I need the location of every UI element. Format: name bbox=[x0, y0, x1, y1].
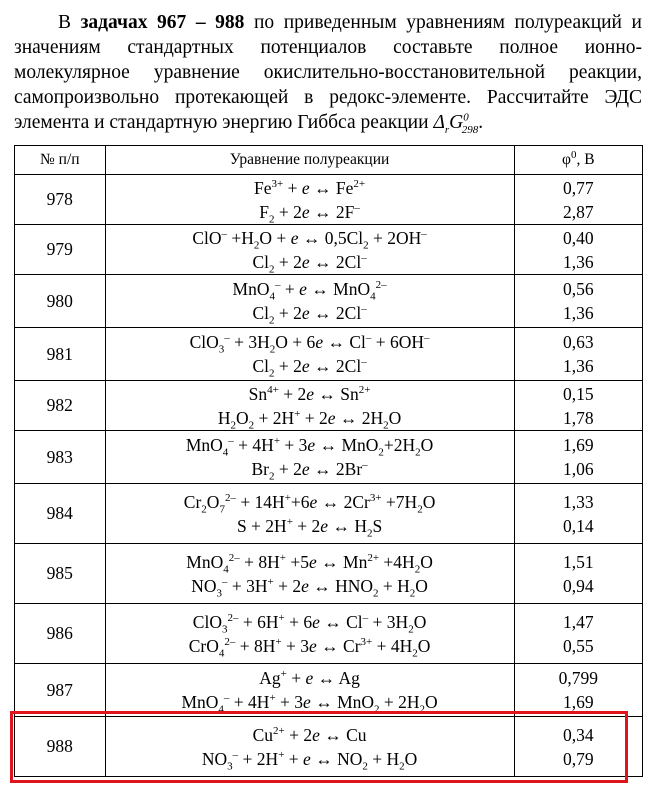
half-reaction-equation: $NO_3^- + 2H^+ + e$ ↔ $NO_2 + H_2O$ bbox=[201, 748, 418, 772]
half-reaction-equation: $ClO_3^- + 3H_2O + 6e$ ↔ Cl– + 6OH– bbox=[189, 332, 430, 356]
row-number: 982 bbox=[15, 381, 106, 431]
potential-value: 1,69 bbox=[562, 435, 594, 455]
potential-value: 1,36 bbox=[562, 356, 594, 376]
potential-value: 0,799 bbox=[558, 668, 598, 688]
row-number: 979 bbox=[15, 225, 106, 275]
half-reaction-equation: MnO$_4$– + 4H+ + 3e ↔ $MnO_2 + 2H_2O$ bbox=[181, 692, 438, 716]
standard-potentials bbox=[514, 544, 642, 604]
table-row bbox=[15, 328, 643, 381]
half-reaction-equation: $NO_3^- + 3H^+ + 2e$ ↔ $HNO_2 + H_2O$ bbox=[191, 575, 428, 599]
potential-value: 1,47 bbox=[562, 611, 594, 632]
potential-value: 1,69 bbox=[562, 692, 594, 712]
row-number: 986 bbox=[15, 604, 106, 664]
header-number: № п/п bbox=[15, 146, 106, 175]
half-reaction-equation: MnO$_4$– + 4H+ + 3e ↔ $MnO_2+2H_2O$ bbox=[185, 435, 434, 459]
standard-potentials bbox=[514, 664, 642, 717]
row-number: 984 bbox=[15, 484, 106, 544]
table-row bbox=[15, 225, 643, 275]
problem-statement bbox=[14, 10, 642, 135]
row-number: 978 bbox=[15, 175, 106, 225]
table-row bbox=[15, 484, 643, 544]
table-row bbox=[15, 544, 643, 604]
half-reaction-equation: $Cl_2 + 2e$ ↔ 2Cl– bbox=[252, 251, 367, 275]
potential-value: 0,94 bbox=[562, 575, 594, 596]
half-reactions-table bbox=[14, 145, 643, 777]
half-reaction-equation: $Sn^{4+} + 2e$ ↔ $Sn^{2+}$ bbox=[248, 383, 371, 404]
table-row bbox=[15, 175, 643, 225]
half-reaction-equation: $Cl_2 + 2e$ ↔ 2Cl– bbox=[252, 303, 367, 327]
potential-value: 1,36 bbox=[562, 251, 594, 272]
half-reaction-equation: $F_2 + 2e$ ↔ 2F– bbox=[259, 201, 360, 225]
half-reaction-equations bbox=[105, 381, 514, 431]
half-reaction-equation: CrO$_4^{2-}$ + 8H+ + 3e ↔ $Cr^{3+} + 4H_2O$ bbox=[188, 635, 431, 659]
potential-value: 2,87 bbox=[562, 201, 594, 222]
table-row bbox=[15, 381, 643, 431]
half-reaction-equation: MnO$_4^{2-}$ + 8H+ +5e ↔ $Mn^{2+} +4H_2O$ bbox=[186, 551, 433, 575]
header-potential: $\varphi^0$, В bbox=[514, 146, 642, 175]
half-reaction-equation: $Cu^{2+} + 2e$ ↔ Cu bbox=[252, 724, 367, 745]
half-reaction-equation: $H_2O_2 + 2H^+ + 2e$ ↔ $2H_2O$ bbox=[217, 407, 402, 431]
standard-potentials bbox=[514, 381, 642, 431]
row-number: 983 bbox=[15, 431, 106, 484]
potential-value: 0,14 bbox=[562, 515, 594, 536]
standard-potentials bbox=[514, 484, 642, 544]
potential-value: 1,06 bbox=[562, 459, 594, 479]
half-reaction-equation: $Br_2 + 2e$ ↔ 2Br– bbox=[251, 459, 368, 483]
potential-value: 0,15 bbox=[562, 383, 594, 404]
problem-text: В задачах 967 – 988 по приведенным уравнениям полуреакций и значениям стандартных потенциалов составьте полное ионно-молекулярное уравнение окислительно-восстановительной реакции, самопроизвольно протекающей в редокс-элементе. Рассчитайте ЭДС элемента и стандартную энергию Гиббса реакции $\Delta_rG^0_{298}$. bbox=[14, 12, 642, 136]
potential-value: 0,34 bbox=[562, 724, 594, 745]
standard-potentials bbox=[514, 328, 642, 381]
standard-potentials bbox=[514, 717, 642, 777]
table-row bbox=[15, 604, 643, 664]
half-reaction-equation: $Fe^{3+} + e$ ↔ $Fe^{2+}$ bbox=[254, 177, 366, 198]
half-reaction-equations bbox=[105, 484, 514, 544]
potential-value: 1,51 bbox=[562, 551, 594, 572]
row-number: 987 bbox=[15, 664, 106, 717]
row-number: 985 bbox=[15, 544, 106, 604]
half-reaction-equations bbox=[105, 431, 514, 484]
standard-potentials bbox=[514, 175, 642, 225]
table-header-row bbox=[15, 146, 643, 175]
table-row bbox=[15, 431, 643, 484]
potential-value: 0,63 bbox=[562, 332, 594, 352]
half-reaction-equation: $Cr_2O_7^{2-} + 14H^++6e$ ↔ $2Cr^{3+} +7H_2O$ bbox=[183, 491, 436, 515]
table-row bbox=[15, 664, 643, 717]
potential-value: 0,79 bbox=[562, 748, 594, 769]
potential-value: 1,36 bbox=[562, 303, 594, 323]
half-reaction-equation: Ag+ + e ↔ Ag bbox=[259, 668, 360, 688]
potential-value: 0,77 bbox=[562, 177, 594, 198]
header-equation: Уравнение полуреакции bbox=[105, 146, 514, 175]
potential-value: 0,55 bbox=[562, 635, 594, 656]
half-reaction-equations bbox=[105, 225, 514, 275]
standard-potentials bbox=[514, 431, 642, 484]
potential-value: 1,78 bbox=[562, 407, 594, 428]
table-body bbox=[15, 175, 643, 777]
row-number: 980 bbox=[15, 275, 106, 328]
standard-potentials bbox=[514, 225, 642, 275]
half-reaction-equation: S + 2H+ + 2e ↔ $H_2S$ bbox=[236, 515, 383, 539]
half-reaction-equation: ClO$_3^{2-}$ + 6H+ + 6e ↔ $Cl^- + 3H_2O$ bbox=[192, 611, 427, 635]
row-number: 981 bbox=[15, 328, 106, 381]
half-reaction-equations bbox=[105, 328, 514, 381]
potential-value: 0,56 bbox=[562, 279, 594, 299]
half-reaction-equations bbox=[105, 275, 514, 328]
row-number: 988 bbox=[15, 717, 106, 777]
half-reaction-equations bbox=[105, 175, 514, 225]
half-reaction-equation: MnO$_4$– + e ↔ MnO$_4^{2-}$ bbox=[232, 279, 387, 303]
half-reaction-equations bbox=[105, 604, 514, 664]
half-reaction-equations bbox=[105, 544, 514, 604]
half-reaction-equations bbox=[105, 664, 514, 717]
standard-potentials bbox=[514, 275, 642, 328]
half-reaction-equation: $Cl_2 + 2e$ ↔ 2Cl– bbox=[252, 356, 367, 380]
potential-value: 0,40 bbox=[562, 227, 594, 248]
gibbs-formula: $\Delta_rG^0_{298}$ bbox=[433, 111, 479, 136]
half-reaction-equations bbox=[105, 717, 514, 777]
table-row bbox=[15, 717, 643, 777]
half-reaction-equation: $ClO^- +H_2O + e$ ↔ $0,5Cl_2 + 2OH^-$ bbox=[192, 227, 427, 251]
potential-value: 1,33 bbox=[562, 491, 594, 512]
task-range: задачах 967 – 988 bbox=[80, 12, 245, 33]
standard-potentials bbox=[514, 604, 642, 664]
table-row bbox=[15, 275, 643, 328]
